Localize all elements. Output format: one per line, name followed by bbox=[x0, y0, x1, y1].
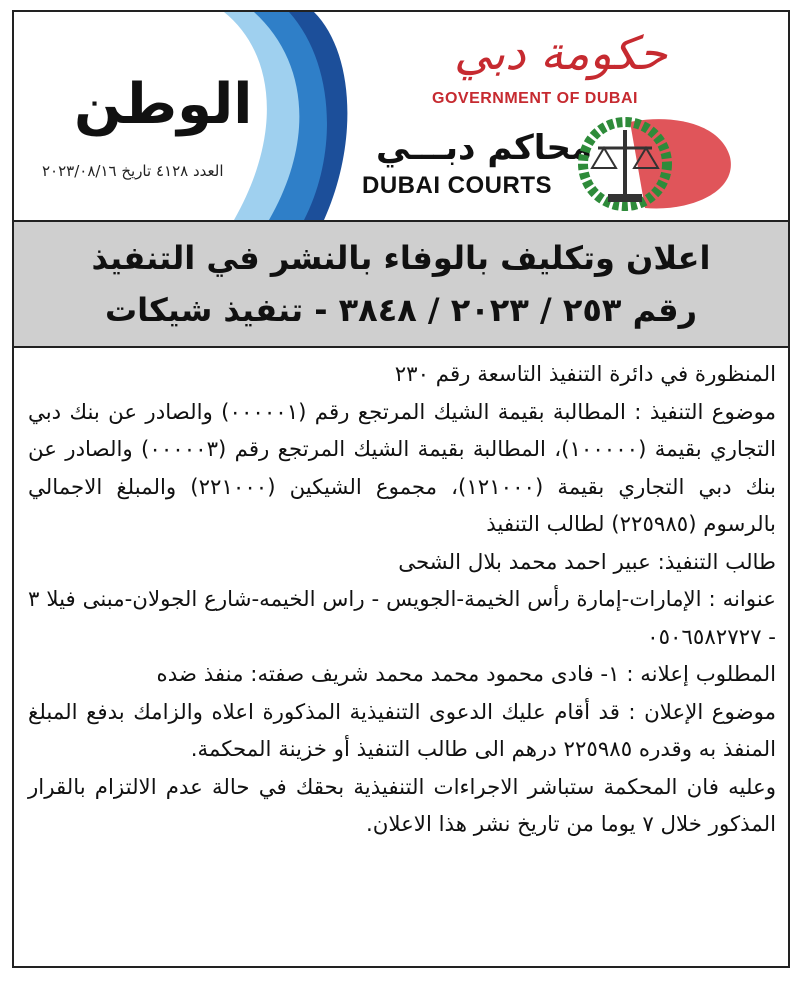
government-logo-english: GOVERNMENT OF DUBAI bbox=[432, 90, 638, 107]
paragraph-notice-subject: موضوع الإعلان : قد أقام عليك الدعوى التنفيذية المذكورة اعلاه والزامك بدفع المبلغ المنفذ به وقدره ٢٢٥٩٨٥ درهم الى طالب التنفيذ أو خزينة المحكمة. bbox=[28, 699, 776, 762]
courts-name-english: DUBAI COURTS bbox=[362, 172, 552, 199]
header bbox=[14, 12, 788, 220]
title-bar bbox=[14, 220, 788, 348]
paragraph-circle: المنظورة في دائرة التنفيذ التاسعة رقم ٢٣٠ bbox=[394, 362, 776, 387]
courts-name-arabic: محاكم دبـــي bbox=[376, 128, 593, 168]
government-logo-arabic: حكومة دبي bbox=[454, 26, 668, 80]
paragraph-claimant: طالب التنفيذ: عبير احمد محمد بلال الشحى bbox=[398, 549, 776, 575]
newspaper-logo: الوطن bbox=[74, 72, 253, 137]
paragraph-subject: موضوع التنفيذ : المطالبة بقيمة الشيك المرتجع رقم (٠٠٠٠٠١) والصادر عن بنك دبي التجاري بقيمة (١٠٠٠٠٠)، المطالبة بقيمة الشيك المرتجع رقم (٠٠٠٠٠٣) والصادر عن بنك دبي التجاري بقيمة (١٢١٠٠٠)، مجموع الشيكين (٢٢١٠٠٠) والمبلغ الاجمالي بالرسوم (٢٢٥٩٨٥) لطالب التنفيذ bbox=[28, 399, 777, 537]
issue-line: العدد ٤١٢٨ تاريخ ٢٠٢٣/٠٨/١٦ bbox=[42, 162, 224, 180]
title-line-2: رقم ٢٥٣ / ٢٠٢٣ / ٣٨٤٨ - تنفيذ شيكات bbox=[104, 291, 698, 329]
paragraph-address: عنوانه : الإمارات-إمارة رأس الخيمة-الجويس - راس الخيمه-شارع الجولان-مبنى فيلا ٣ - ٠٥٠٦٥٨٢٧٢٧ bbox=[28, 587, 776, 650]
title-line-1: اعلان وتكليف بالوفاء بالنشر في التنفيذ bbox=[91, 239, 711, 277]
dubai-courts-emblem bbox=[570, 112, 740, 216]
notice-body bbox=[28, 356, 776, 844]
notice-frame bbox=[12, 10, 790, 968]
paragraph-warning: وعليه فان المحكمة ستباشر الاجراءات التنفيذية بحقك في حالة عدم الالتزام بالقرار المذكور خلال ٧ يوما من تاريخ نشر هذا الاعلان. bbox=[28, 774, 776, 837]
paragraph-defendant: المطلوب إعلانه : ١- فادى محمود محمد محمد شريف صفته: منفذ ضده bbox=[156, 662, 776, 687]
